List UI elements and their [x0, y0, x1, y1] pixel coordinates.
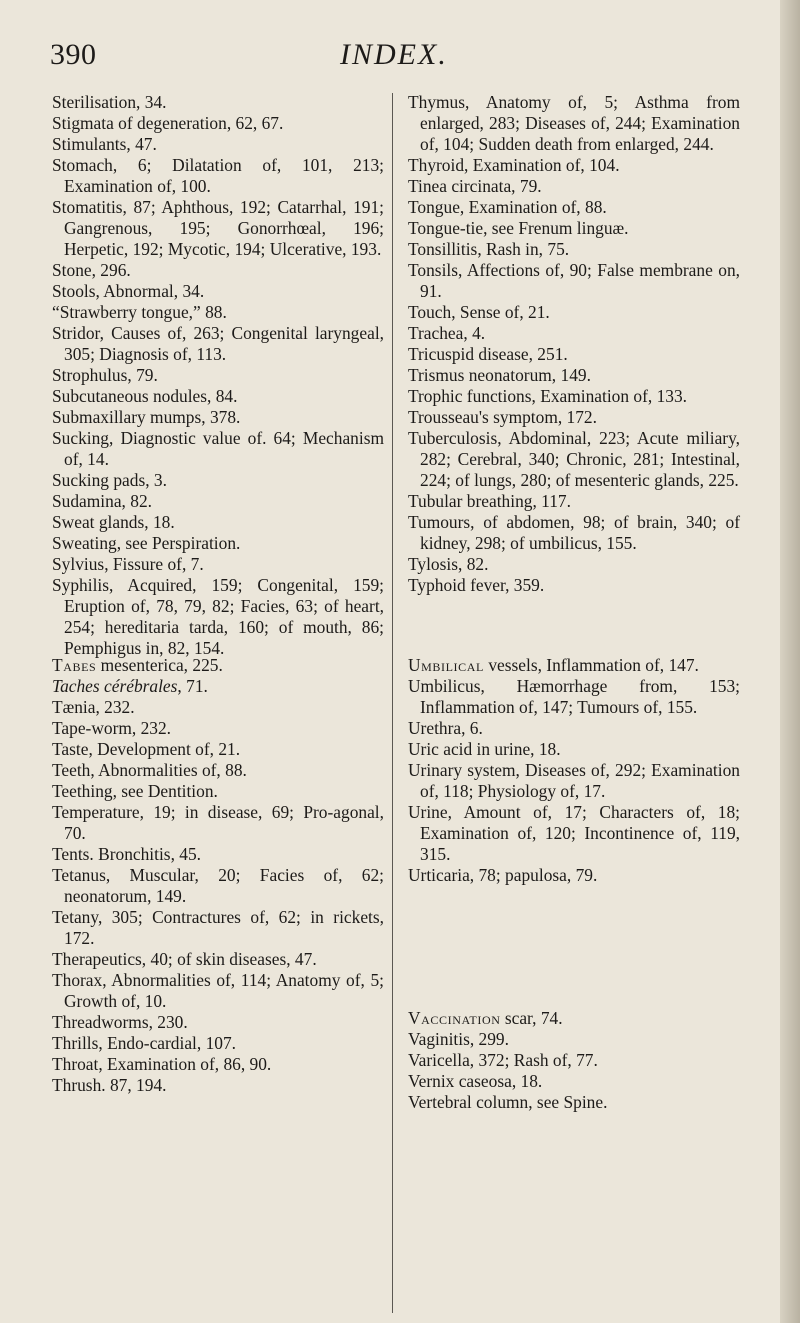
entry-text: , 71.: [177, 676, 208, 696]
entry-text: vessels, Inflammation of, 147.: [483, 655, 699, 675]
index-entry: Sucking, Diagnostic value of. 64; Mechanism of, 14.: [52, 428, 384, 469]
index-entry: Uric acid in urine, 18.: [408, 739, 561, 759]
right-column-v: [408, 1008, 740, 1113]
index-entry: Tænia, 232.: [52, 697, 135, 717]
entry-text: mesenterica, 225.: [96, 655, 223, 675]
entry-italic-text: Taches cérébrales: [52, 676, 178, 696]
index-group-t-continued: [408, 92, 740, 596]
index-entry: Teeth, Abnormalities of, 88.: [52, 760, 247, 780]
index-entry: Tubular breathing, 117.: [408, 491, 571, 511]
index-entry: [408, 1008, 740, 1029]
index-entry: Sylvius, Fissure of, 7.: [52, 554, 204, 574]
index-entry: Throat, Examination of, 86, 90.: [52, 1054, 272, 1074]
index-entry: Stomatitis, 87; Aphthous, 192; Catarrhal, 191; Gangrenous, 195; Gonorrhœal, 196; Herpetic, 192; Mycotic, 194; Ulcerative, 193.: [52, 197, 384, 259]
right-column-u: [408, 655, 740, 886]
index-entry: [408, 655, 740, 676]
index-entry: Tetanus, Muscular, 20; Facies of, 62; neonatorum, 149.: [52, 865, 384, 906]
section-lead-word: Vaccination: [408, 1008, 501, 1028]
index-entry: Vertebral column, see Spine.: [408, 1092, 608, 1112]
index-entry: Thrills, Endo-cardial, 107.: [52, 1033, 237, 1053]
index-entry: Trachea, 4.: [408, 323, 486, 343]
index-entry: Sucking pads, 3.: [52, 470, 167, 490]
index-entry: Subcutaneous nodules, 84.: [52, 386, 238, 406]
index-entry: Tinea circinata, 79.: [408, 176, 542, 196]
index-entry: Therapeutics, 40; of skin diseases, 47.: [52, 949, 317, 969]
index-entry: Urethra, 6.: [408, 718, 483, 738]
index-entry: Tetany, 305; Contractures of, 62; in rickets, 172.: [52, 907, 384, 948]
index-entry: Thorax, Abnormalities of, 114; Anatomy of, 5; Growth of, 10.: [52, 970, 384, 1011]
index-group-t: [52, 655, 384, 1096]
index-entry: Tumours, of abdomen, 98; of brain, 340; of kidney, 298; of umbilicus, 155.: [408, 512, 740, 553]
index-entry: Sweat glands, 18.: [52, 512, 175, 532]
index-entry: Temperature, 19; in disease, 69; Pro-agonal, 70.: [52, 802, 384, 843]
index-entry: Tongue, Examination of, 88.: [408, 197, 607, 217]
index-entry: Sweating, see Perspiration.: [52, 533, 241, 553]
index-entry: Touch, Sense of, 21.: [408, 302, 550, 322]
right-column: [408, 92, 740, 596]
index-entry: Stomach, 6; Dilatation of, 101, 213; Examination of, 100.: [52, 155, 384, 196]
index-entry: [52, 655, 384, 676]
index-entry: Sterilisation, 34.: [52, 92, 167, 112]
index-entry: Urine, Amount of, 17; Characters of, 18; Examination of, 120; Incontinence of, 119, 315.: [408, 802, 740, 864]
index-entry: Threadworms, 230.: [52, 1012, 188, 1032]
index-entry: Urinary system, Diseases of, 292; Examination of, 118; Physiology of, 17.: [408, 760, 740, 801]
index-entry: Tricuspid disease, 251.: [408, 344, 568, 364]
running-head: INDEX.: [340, 38, 448, 71]
left-column: [52, 92, 384, 659]
index-entry: Syphilis, Acquired, 159; Congenital, 159; Eruption of, 78, 79, 82; Facies, 63; of heart, 254; hereditaria tarda, 160; of mouth, 86; Pemphigus in, 82, 154.: [52, 575, 384, 658]
index-entry: Varicella, 372; Rash of, 77.: [408, 1050, 598, 1070]
index-entry: Tonsillitis, Rash in, 75.: [408, 239, 570, 259]
index-entry: Thymus, Anatomy of, 5; Asthma from enlarged, 283; Diseases of, 244; Examination of, 104; Sudden death from enlarged, 244.: [408, 92, 740, 154]
index-entry: Stimulants, 47.: [52, 134, 157, 154]
left-column-t: [52, 655, 384, 1096]
entry-text: scar, 74.: [500, 1008, 563, 1028]
section-lead-word: Tabes: [52, 655, 97, 675]
column-divider: [392, 93, 393, 1313]
index-entry: Stridor, Causes of, 263; Congenital laryngeal, 305; Diagnosis of, 113.: [52, 323, 384, 364]
page-edge: [780, 0, 800, 1323]
section-lead-word: Umbilical: [408, 655, 484, 675]
index-entry: [52, 676, 384, 697]
index-entry: Trismus neonatorum, 149.: [408, 365, 591, 385]
index-entry: Stone, 296.: [52, 260, 131, 280]
index-entry: Tongue-tie, see Frenum linguæ.: [408, 218, 629, 238]
index-entry: Urticaria, 78; papulosa, 79.: [408, 865, 598, 885]
index-entry: Sudamina, 82.: [52, 491, 152, 511]
index-entry: Teething, see Dentition.: [52, 781, 218, 801]
page-number: 390: [50, 38, 97, 71]
index-entry: Tonsils, Affections of, 90; False membrane on, 91.: [408, 260, 740, 301]
index-entry: Thyroid, Examination of, 104.: [408, 155, 620, 175]
index-entry: Vaginitis, 299.: [408, 1029, 509, 1049]
index-entry: Submaxillary mumps, 378.: [52, 407, 241, 427]
index-entry: Typhoid fever, 359.: [408, 575, 545, 595]
index-entry: Vernix caseosa, 18.: [408, 1071, 543, 1091]
index-entry: Trophic functions, Examination of, 133.: [408, 386, 688, 406]
index-entry: Tylosis, 82.: [408, 554, 489, 574]
index-entry: Taste, Development of, 21.: [52, 739, 241, 759]
index-entry: Tape-worm, 232.: [52, 718, 172, 738]
index-group-v: [408, 1008, 740, 1113]
index-entry: Tents. Bronchitis, 45.: [52, 844, 202, 864]
index-entry: Stools, Abnormal, 34.: [52, 281, 205, 301]
index-entry: Umbilicus, Hæmorrhage from, 153; Inflammation of, 147; Tumours of, 155.: [408, 676, 740, 717]
index-group-u: [408, 655, 740, 886]
index-group-s: [52, 92, 384, 659]
index-entry: Strophulus, 79.: [52, 365, 158, 385]
index-entry: Trousseau's symptom, 172.: [408, 407, 597, 427]
index-entry: Thrush. 87, 194.: [52, 1075, 167, 1095]
index-entry: Tuberculosis, Abdominal, 223; Acute miliary, 282; Cerebral, 340; Chronic, 281; Intestinal, 224; of lungs, 280; of mesenteric glands, 225.: [408, 428, 740, 490]
index-entry: “Strawberry tongue,” 88.: [52, 302, 227, 322]
index-entry: Stigmata of degeneration, 62, 67.: [52, 113, 284, 133]
